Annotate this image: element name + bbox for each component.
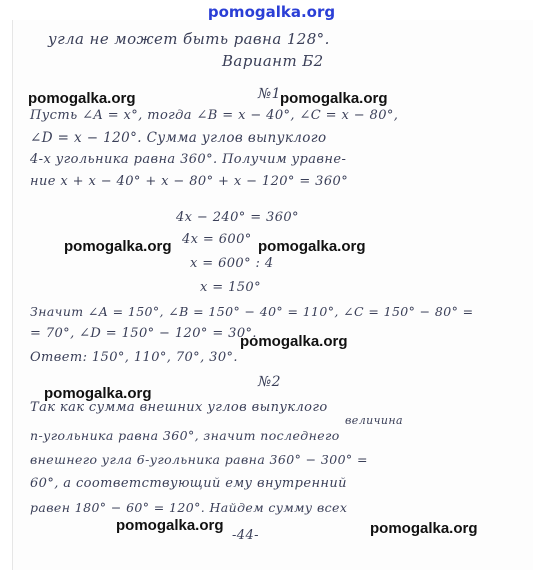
variant-heading: Вариант Б2 xyxy=(222,52,324,70)
text-line-prev: угла не может быть равна 128°. xyxy=(48,30,330,48)
watermark: pomogalka.org xyxy=(28,90,136,107)
page-number: -44- xyxy=(232,528,259,543)
watermark: pomogalka.org xyxy=(240,333,348,350)
text-line: 4-х угольника равна 360°. Получим уравне- xyxy=(30,152,347,167)
text-line: n-угольника равна 360°, значит последнего xyxy=(30,428,340,443)
text-line: Значит ∠A = 150°, ∠B = 150° − 40° = 110°, ∠C = 150° − 80° = xyxy=(30,304,474,319)
equation-line: 4x − 240° = 360° xyxy=(176,210,299,225)
watermark: pomogalka.org xyxy=(280,90,388,107)
text-line: 60°, а соответствующий ему внутренний xyxy=(30,476,347,491)
watermark-top: pomogalka.org xyxy=(207,3,336,21)
watermark: pomogalka.org xyxy=(258,238,366,255)
equation-line: 4x = 600° xyxy=(182,232,252,247)
text-line: Пусть ∠A = x°, тогда ∠B = x − 40°, ∠C = x − 80°, xyxy=(30,108,399,123)
watermark: pomogalka.org xyxy=(44,385,152,402)
watermark: pomogalka.org xyxy=(370,520,478,537)
text-line: = 70°, ∠D = 150° − 120° = 30°. xyxy=(30,326,257,341)
text-line: Так как сумма внешних углов выпуклого xyxy=(30,400,328,415)
text-line: внешнего угла 6-угольника равна 360° − 300° = xyxy=(30,452,368,467)
watermark: pomogalka.org xyxy=(64,238,172,255)
answer-line: Ответ: 150°, 110°, 70°, 30°. xyxy=(30,350,238,365)
text-line: ние x + x − 40° + x − 80° + x − 120° = 360° xyxy=(30,174,349,189)
task-1-label: №1 xyxy=(258,86,281,102)
text-line: равен 180° − 60° = 120°. Найдем сумму всех xyxy=(30,500,348,515)
inserted-word: величина xyxy=(345,414,403,427)
equation-line: x = 150° xyxy=(200,280,262,295)
watermark: pomogalka.org xyxy=(116,517,224,534)
text-line: ∠D = x − 120°. Сумма углов выпуклого xyxy=(30,130,327,146)
equation-line: x = 600° : 4 xyxy=(190,256,274,271)
task-2-label: №2 xyxy=(258,374,281,390)
